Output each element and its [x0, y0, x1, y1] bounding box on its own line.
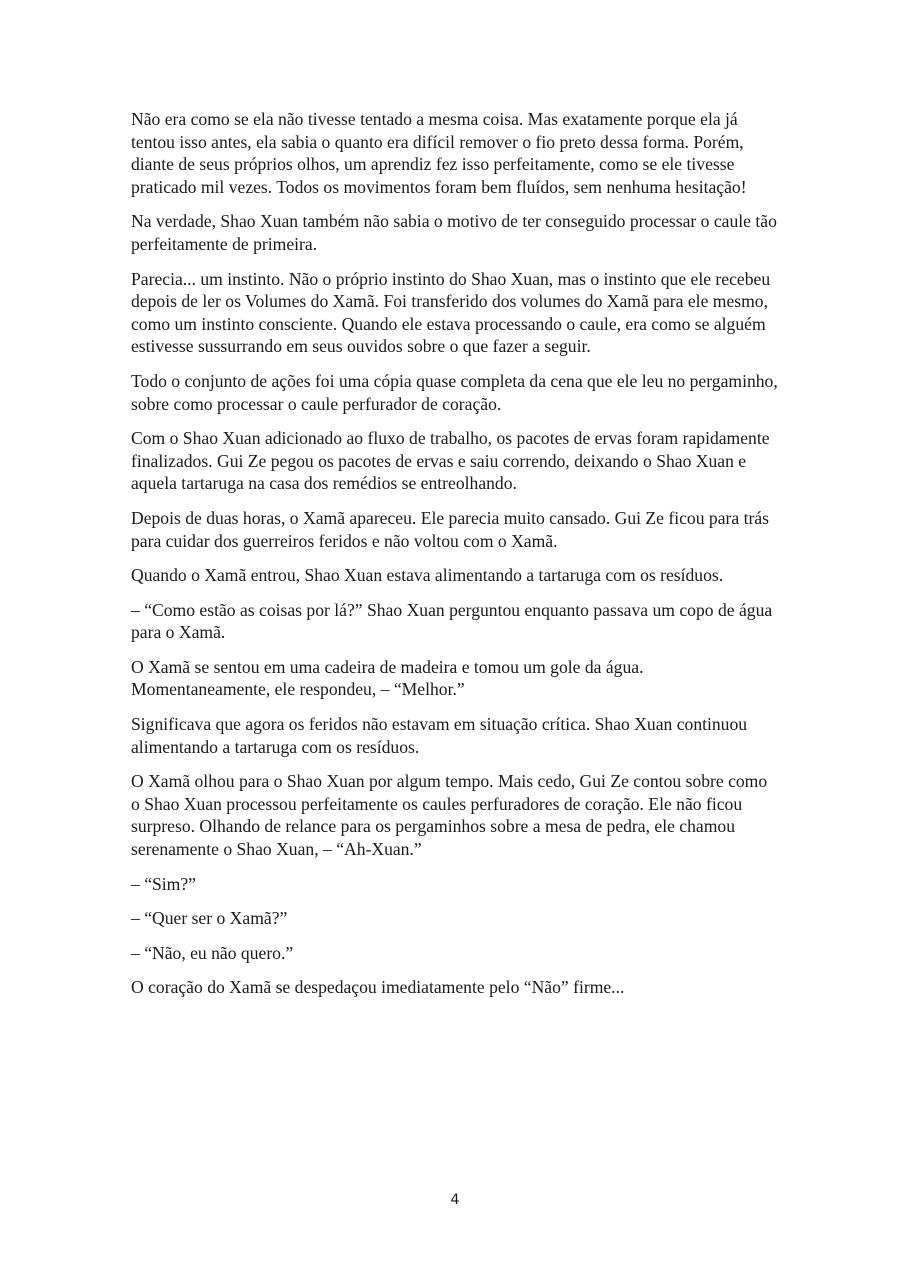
body-text: [131, 108, 779, 1011]
paragraph: Na verdade, Shao Xuan também não sabia o motivo de ter conseguido processar o caule tão perfeitamente de primeira.: [131, 211, 777, 254]
paragraph: – “Sim?”: [131, 873, 196, 894]
paragraph: O coração do Xamã se despedaçou imediatamente pelo “Não” firme...: [131, 977, 625, 998]
paragraph: – “Quer ser o Xamã?”: [131, 908, 288, 929]
paragraph: Todo o conjunto de ações foi uma cópia quase completa da cena que ele leu no pergaminho, sobre como processar o caule perfurador de coração.: [131, 370, 778, 414]
paragraph: O Xamã olhou para o Shao Xuan por algum tempo. Mais cedo, Gui Ze contou sobre como o Shao Xuan processou perfeitamente os caules perfuradores de coração. Ele não ficou surpreso. Olhando de relance para os pergaminhos sobre a mesa de pedra, ele chamou serenamente o Shao Xuan, – “Ah-Xuan.”: [131, 771, 768, 860]
paragraph: O Xamã se sentou em uma cadeira de madeira e tomou um gole da água. Momentaneamente, ele respondeu, – “Melhor.”: [131, 656, 644, 700]
paragraph: Quando o Xamã entrou, Shao Xuan estava alimentando a tartaruga com os resíduos.: [131, 565, 724, 586]
paragraph: Não era como se ela não tivesse tentado a mesma coisa. Mas exatamente porque ela já tentou isso antes, ela sabia o quanto era difícil remover o fio preto dessa forma. Porém, diante de seus próprios olhos, um aprendiz fez isso perfeitamente, como se ele tivesse praticado mil vezes. Todos os movimentos foram bem fluídos, sem nenhuma hesitação!: [131, 109, 747, 197]
page-number: 4: [450, 1192, 460, 1208]
paragraph: Parecia... um instinto. Não o próprio instinto do Shao Xuan, mas o instinto que ele recebeu depois de ler os Volumes do Xamã. Foi transferido dos volumes do Xamã para ele mesmo, como um instinto consciente. Quando ele estava processando o caule, era como se alguém estivesse sussurrando em seus ouvidos sobre o que fazer a seguir.: [131, 268, 771, 357]
paragraph: Significava que agora os feridos não estavam em situação crítica. Shao Xuan continuou alimentando a tartaruga com os resíduos.: [131, 714, 748, 757]
paragraph: – “Não, eu não quero.”: [131, 942, 294, 963]
paragraph: Com o Shao Xuan adicionado ao fluxo de trabalho, os pacotes de ervas foram rapidamente finalizados. Gui Ze pegou os pacotes de ervas e saiu correndo, deixando o Shao Xuan e aquela tartaruga na casa dos remédios se entreolhando.: [131, 428, 770, 494]
paragraph: Depois de duas horas, o Xamã apareceu. Ele parecia muito cansado. Gui Ze ficou para trás para cuidar dos guerreiros feridos e não voltou com o Xamã.: [131, 507, 769, 551]
paragraph: – “Como estão as coisas por lá?” Shao Xuan perguntou enquanto passava um copo de água para o Xamã.: [131, 599, 773, 643]
